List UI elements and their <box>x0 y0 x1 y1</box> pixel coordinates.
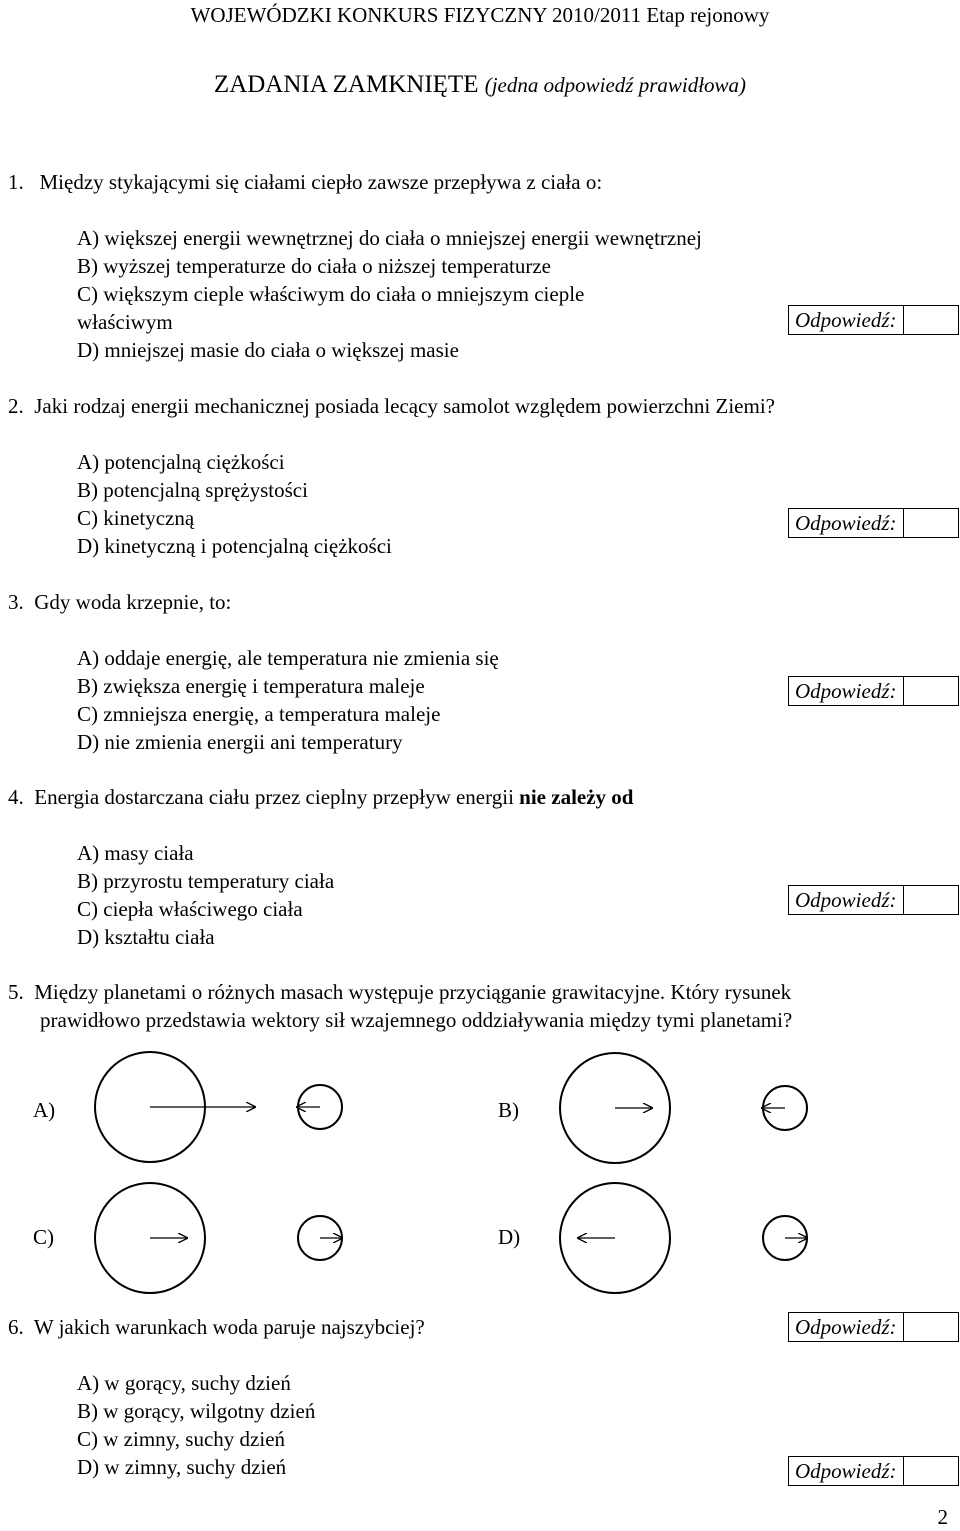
question-number: 2. <box>8 394 24 418</box>
section-title-text: ZADANIA ZAMKNIĘTE <box>213 71 479 98</box>
question-4 <box>8 783 633 811</box>
answer-label: Odpowiedź: <box>795 1314 897 1339</box>
q3-option-d[interactable]: D) nie zmienia energii ani temperatury <box>77 730 403 754</box>
question-6 <box>8 1313 425 1341</box>
answer-label: Odpowiedź: <box>795 678 897 703</box>
q4-option-c[interactable]: C) ciepła właściwego ciała <box>77 897 303 921</box>
answer-cell[interactable] <box>903 886 940 914</box>
answer-label: Odpowiedź: <box>795 887 897 912</box>
figure-label-a[interactable]: A) <box>33 1098 56 1122</box>
q3-option-c[interactable]: C) zmniejsza energię, a temperatura maleje <box>77 702 441 726</box>
question-text: Energia dostarczana ciału przez cieplny przepływ energii <box>34 785 520 809</box>
question-text: Gdy woda krzepnie, to: <box>34 590 232 614</box>
q4-option-b[interactable]: B) przyrostu temperatury ciała <box>77 869 335 893</box>
q6-option-b[interactable]: B) w gorący, wilgotny dzień <box>77 1399 316 1423</box>
q2-answer-box[interactable] <box>788 508 959 538</box>
q4-answer-box[interactable] <box>788 885 959 915</box>
q2-option-d[interactable]: D) kinetyczną i potencjalną ciężkości <box>77 534 392 558</box>
question-text: W jakich warunkach woda paruje najszybciej? <box>33 1315 425 1339</box>
q5-answer-box[interactable] <box>788 1312 959 1342</box>
figure-d <box>560 1183 807 1293</box>
section-title <box>0 71 960 99</box>
page-number: 2 <box>937 1505 948 1529</box>
figure-label-c[interactable]: C) <box>33 1225 54 1249</box>
question-number: 1. <box>8 170 24 194</box>
q1-option-c-cont: właściwym <box>77 310 173 334</box>
answer-label: Odpowiedź: <box>795 510 897 535</box>
answer-cell[interactable] <box>903 306 940 334</box>
question-number: 3. <box>8 590 24 614</box>
figure-b <box>560 1053 807 1163</box>
planets-figure <box>0 1050 960 1300</box>
question-1 <box>8 168 602 196</box>
figure-a <box>95 1052 342 1162</box>
q2-option-b[interactable]: B) potencjalną sprężystości <box>77 478 308 502</box>
question-text: Między planetami o różnych masach występuje przyciąganie grawitacyjne. Który rysunek <box>34 980 792 1004</box>
q6-option-d[interactable]: D) w zimny, suchy dzień <box>77 1455 287 1479</box>
q1-option-d[interactable]: D) mniejszej masie do ciała o większej masie <box>77 338 459 362</box>
section-subtitle: (jedna odpowiedź prawidłowa) <box>484 73 747 97</box>
q4-option-a[interactable]: A) masy ciała <box>77 841 194 865</box>
question-text: Jaki rodzaj energii mechanicznej posiada lecący samolot względem powierzchni Ziemi? <box>34 394 775 418</box>
q3-option-b[interactable]: B) zwiększa energię i temperatura maleje <box>77 674 425 698</box>
question-5 <box>8 978 791 1006</box>
answer-cell[interactable] <box>903 1313 940 1341</box>
q2-option-a[interactable]: A) potencjalną ciężkości <box>77 450 285 474</box>
question-text-emphasis: nie zależy od <box>519 785 634 809</box>
figure-c <box>95 1183 342 1293</box>
q1-option-c[interactable]: C) większym cieple właściwym do ciała o mniejszym cieple <box>77 282 585 306</box>
answer-cell[interactable] <box>903 509 940 537</box>
answer-cell[interactable] <box>903 1457 940 1485</box>
question-number: 4. <box>8 785 24 809</box>
answer-label: Odpowiedź: <box>795 1458 897 1483</box>
page-header: WOJEWÓDZKI KONKURS FIZYCZNY 2010/2011 Etap rejonowy <box>190 3 770 27</box>
question-number: 6. <box>8 1315 24 1339</box>
question-number: 5. <box>8 980 24 1004</box>
q6-answer-box[interactable] <box>788 1456 959 1486</box>
answer-label: Odpowiedź: <box>795 307 897 332</box>
question-3 <box>8 588 231 616</box>
figure-label-b[interactable]: B) <box>498 1098 519 1122</box>
q3-answer-box[interactable] <box>788 676 959 706</box>
question-5-line2: prawidłowo przedstawia wektory sił wzajemnego oddziaływania między tymi planetami? <box>40 1008 793 1032</box>
q3-option-a[interactable]: A) oddaje energię, ale temperatura nie zmienia się <box>77 646 499 670</box>
q6-option-c[interactable]: C) w zimny, suchy dzień <box>77 1427 286 1451</box>
figure-label-d[interactable]: D) <box>498 1225 521 1249</box>
question-2 <box>8 392 775 420</box>
answer-cell[interactable] <box>903 677 940 705</box>
q1-option-a[interactable]: A) większej energii wewnętrznej do ciała o mniejszej energii wewnętrznej <box>77 226 702 250</box>
q1-option-b[interactable]: B) wyższej temperaturze do ciała o niższej temperaturze <box>77 254 552 278</box>
q1-answer-box[interactable] <box>788 305 959 335</box>
q6-option-a[interactable]: A) w gorący, suchy dzień <box>77 1371 291 1395</box>
q4-option-d[interactable]: D) kształtu ciała <box>77 925 215 949</box>
question-text: Między stykającymi się ciałami ciepło zawsze przepływa z ciała o: <box>39 170 603 194</box>
q2-option-c[interactable]: C) kinetyczną <box>77 506 195 530</box>
